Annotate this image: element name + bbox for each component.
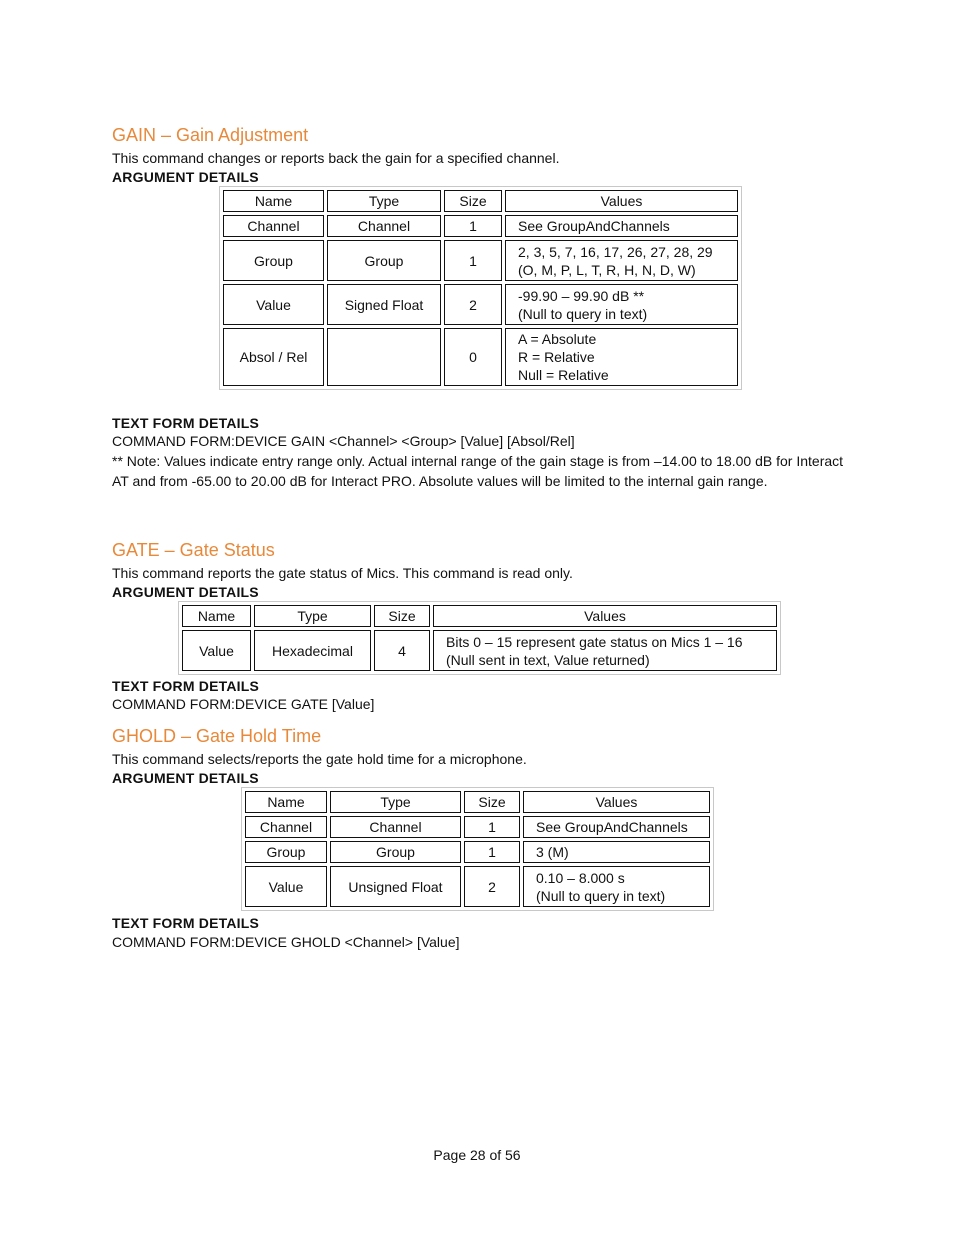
gate-argument-details-label: ARGUMENT DETAILS: [112, 584, 259, 600]
value-line: See GroupAndChannels: [518, 218, 670, 234]
cell-size: 4: [374, 630, 430, 671]
value-line: Null = Relative: [518, 367, 609, 383]
header-size: Size: [374, 605, 430, 627]
cell-type: Group: [327, 240, 441, 281]
cell-name: Group: [223, 240, 324, 281]
ghold-section-title: GHOLD – Gate Hold Time: [112, 726, 322, 746]
cell-size: 1: [464, 841, 520, 863]
cell-values: [505, 284, 738, 325]
header-size: Size: [464, 791, 520, 813]
cell-name: Channel: [223, 215, 324, 237]
gain-text-form-label: TEXT FORM DETAILS: [112, 415, 260, 431]
cell-name: Value: [245, 866, 327, 907]
gate-description: This command reports the gate status of Mics. This command is read only.: [112, 565, 573, 581]
header-type: Type: [254, 605, 371, 627]
cell-name: Value: [182, 630, 251, 671]
cell-values: [523, 866, 710, 907]
gain-description: This command changes or reports back the gain for a specified channel.: [112, 150, 560, 166]
value-line: 3 (M): [536, 844, 569, 860]
header-size: Size: [444, 190, 502, 212]
gate-command-form: COMMAND FORM:DEVICE GATE [Value]: [112, 696, 375, 712]
cell-type: Hexadecimal: [254, 630, 371, 671]
table-row: [223, 328, 738, 386]
cell-type: [327, 328, 441, 386]
value-line: (Null sent in text, Value returned): [446, 651, 650, 668]
cell-values: [523, 816, 710, 838]
table-row: [245, 866, 710, 907]
table-row: [182, 630, 777, 671]
table-row: [223, 284, 738, 325]
cell-size: 0: [444, 328, 502, 386]
cell-values: [505, 215, 738, 237]
cell-name: Value: [223, 284, 324, 325]
cell-name: Group: [245, 841, 327, 863]
cell-size: 2: [464, 866, 520, 907]
cell-type: Channel: [330, 816, 461, 838]
header-name: Name: [182, 605, 251, 627]
gain-argument-details-label: ARGUMENT DETAILS: [112, 169, 259, 185]
header-type: Type: [327, 190, 441, 212]
ghold-command-form: COMMAND FORM:DEVICE GHOLD <Channel> [Value]: [112, 934, 460, 950]
value-line: Bits 0 – 15 represent gate status on Mics 1 – 16: [446, 633, 743, 650]
ghold-argument-table: [241, 787, 714, 911]
page-number: Page 28 of 56: [433, 1147, 521, 1163]
gain-note: ** Note: Values indicate entry range only. Actual internal range of the gain stage is from –14.00 to 18.00 dB for Interact AT and from -65.00 to 20.00 dB for Interact PRO. Absolute values will be limited to the internal gain range.: [112, 453, 844, 489]
cell-size: 1: [444, 240, 502, 281]
cell-type: Channel: [327, 215, 441, 237]
cell-values: [505, 240, 738, 281]
ghold-text-form-label: TEXT FORM DETAILS: [112, 915, 260, 931]
cell-values: [523, 841, 710, 863]
ghold-description: This command selects/reports the gate hold time for a microphone.: [112, 751, 527, 767]
cell-name: Absol / Rel: [223, 328, 324, 386]
header-values: Values: [505, 190, 738, 212]
header-values: Values: [433, 605, 777, 627]
value-line: 2, 3, 5, 7, 16, 17, 26, 27, 28, 29: [518, 243, 713, 260]
cell-size: 2: [444, 284, 502, 325]
table-header-row: [245, 791, 710, 813]
table-row: [245, 816, 710, 838]
cell-size: 1: [444, 215, 502, 237]
header-type: Type: [330, 791, 461, 813]
table-header-row: [182, 605, 777, 627]
header-name: Name: [245, 791, 327, 813]
gate-section-title: GATE – Gate Status: [112, 540, 275, 560]
ghold-argument-details-label: ARGUMENT DETAILS: [112, 770, 259, 786]
cell-type: Signed Float: [327, 284, 441, 325]
value-line: R = Relative: [518, 349, 595, 365]
value-line: A = Absolute: [518, 331, 597, 347]
cell-name: Channel: [245, 816, 327, 838]
header-name: Name: [223, 190, 324, 212]
gain-command-form: COMMAND FORM:DEVICE GAIN <Channel> <Group> [Value] [Absol/Rel]: [112, 433, 575, 449]
value-line: 0.10 – 8.000 s: [536, 869, 625, 886]
table-row: [223, 240, 738, 281]
cell-size: 1: [464, 816, 520, 838]
value-line: See GroupAndChannels: [536, 819, 688, 835]
cell-values: [433, 630, 777, 671]
header-values: Values: [523, 791, 710, 813]
value-line: -99.90 – 99.90 dB **: [518, 287, 645, 304]
gate-argument-table: [178, 601, 781, 675]
value-line: (O, M, P, L, T, R, H, N, D, W): [518, 261, 696, 278]
cell-type: Unsigned Float: [330, 866, 461, 907]
cell-type: Group: [330, 841, 461, 863]
gain-argument-table: [219, 186, 742, 390]
table-header-row: [223, 190, 738, 212]
table-row: [223, 215, 738, 237]
gain-section-title: GAIN – Gain Adjustment: [112, 125, 309, 145]
value-line: (Null to query in text): [518, 305, 648, 322]
cell-values: [505, 328, 738, 386]
table-row: [245, 841, 710, 863]
value-line: (Null to query in text): [536, 887, 666, 904]
gate-text-form-label: TEXT FORM DETAILS: [112, 678, 260, 694]
